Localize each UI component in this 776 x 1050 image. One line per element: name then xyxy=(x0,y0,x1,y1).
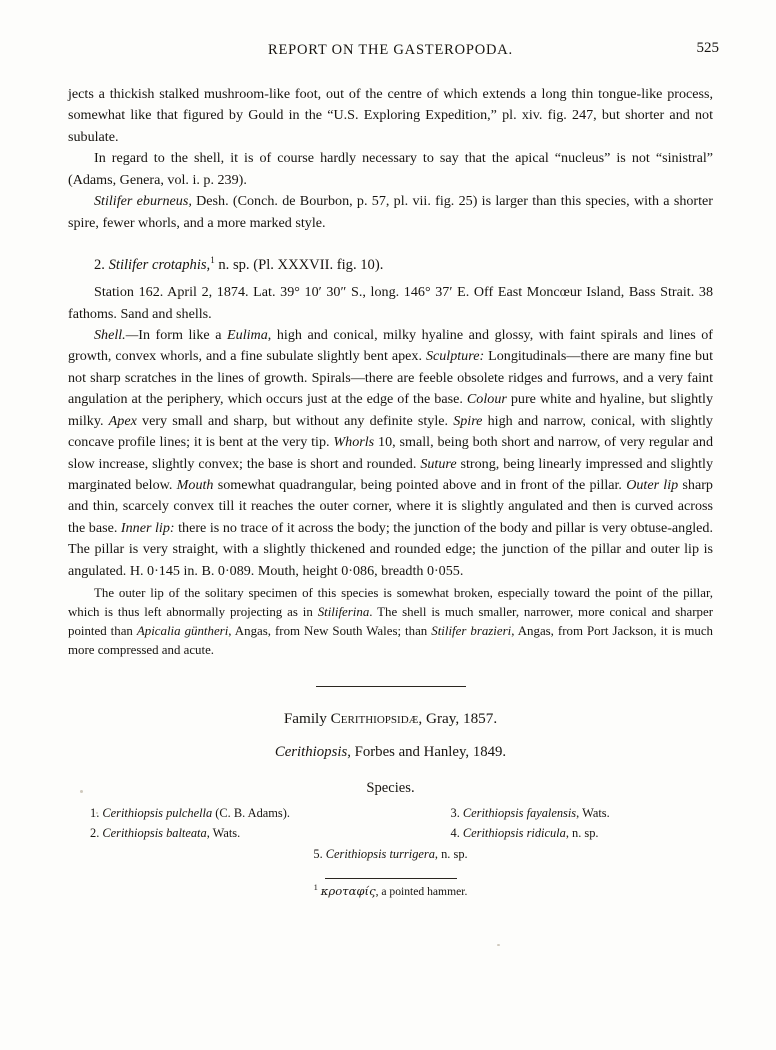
suture-text: strong, being linearly impressed and slightly marginated below. xyxy=(68,455,713,493)
family-word: Family xyxy=(283,710,331,728)
footnote-text: , a pointed hammer. xyxy=(375,885,468,899)
remarks-text-a: The outer lip of the solitary specimen of this species is somewhat broken, especially toward the point of the pillar, which is thus left abnormally projecting as in xyxy=(68,586,713,620)
species-item-name: Cerithiopsis balteata xyxy=(102,826,207,841)
inner-lip-label: Inner lip: xyxy=(120,519,175,536)
list-item xyxy=(90,803,391,823)
mouth-label: Mouth xyxy=(176,476,214,493)
page-number: 525 xyxy=(696,40,719,56)
remarks-text-c: , Angas, from New South Wales; than xyxy=(228,624,432,639)
species-list-column-left xyxy=(68,803,391,843)
paragraph-continued: jects a thickish stalked mushroom-like foot, out of the centre of which extends a long thin tongue-like process, somewhat like that figured by Gould in the “U.S. Exploring Expedition,” pl. xiv. fig. 247, but shorter and not subulate. xyxy=(68,86,713,145)
species-item-rest: , n. sp. xyxy=(434,847,468,862)
apex-label: Apex xyxy=(108,412,137,429)
whorls-text: 10, small, being both short and narrow, of very regular and slow increase, slightly convex; the base is short and rounded. xyxy=(68,434,713,472)
shell-label: Shell.— xyxy=(94,326,139,343)
species-heading-number: 2. xyxy=(94,256,109,273)
outer-lip-text: sharp and thin, scarcely convex till it reaches the outer corner, where it is slightly angulated and then is curved across the base. xyxy=(68,476,713,536)
page-content xyxy=(68,36,719,901)
species-item-number: 3. xyxy=(450,806,463,821)
remarks-text-d: , Angas, from Port Jackson, it is much more compressed and acute. xyxy=(68,624,713,658)
genus-rest: , Forbes and Hanley, 1849. xyxy=(347,743,507,760)
species-remark-text: Desh. (Conch. de Bourbon, p. 57, pl. vii. fig. 25) is larger than this species, with a shorter spire, fewer whorls, and a more marked style. xyxy=(68,193,713,231)
list-item xyxy=(451,823,714,843)
footnote-rule xyxy=(325,878,457,879)
section-divider-rule xyxy=(316,686,466,687)
species-item-number: 2. xyxy=(90,826,103,841)
outer-lip-label: Outer lip xyxy=(626,476,679,493)
species-list-label: Species. xyxy=(366,779,415,796)
family-heading xyxy=(68,707,713,730)
apicalia-guntheri-italic: Apicalia güntheri xyxy=(136,624,229,639)
footnote-marker: 1 xyxy=(313,882,318,893)
colour-label: Colour xyxy=(466,391,507,408)
mouth-text: somewhat quadrangular, being pointed above and in front of the pillar. xyxy=(213,476,627,493)
page-header xyxy=(68,36,719,70)
species-item-rest: (C. B. Adams). xyxy=(212,806,290,821)
colour-text: pure white and hyaline, but slightly milky. xyxy=(68,391,714,429)
whorls-label: Whorls xyxy=(333,434,375,451)
running-head: REPORT ON THE GASTEROPODA. xyxy=(268,42,513,58)
species-item-number: 1. xyxy=(90,806,103,821)
genus-name: Cerithiopsis xyxy=(274,743,348,760)
paper-speck xyxy=(497,944,500,946)
stilifer-brazieri-italic: Stilifer brazieri xyxy=(431,624,512,639)
family-name: Cerithiopsidæ xyxy=(330,710,419,728)
apex-text: very small and sharp, but without any definite style. xyxy=(136,412,454,429)
species-heading-name: Stilifer crotaphis, xyxy=(108,256,211,273)
list-item xyxy=(451,803,714,823)
stiliferina-italic: Stiliferina xyxy=(317,605,370,620)
footnote-reference: 1 xyxy=(210,255,215,266)
species-heading-suffix: n. sp. (Pl. XXXVII. fig. 10). xyxy=(214,256,384,273)
spire-label: Spire xyxy=(453,412,483,429)
sculpture-label: Sculpture: xyxy=(425,348,485,365)
list-item xyxy=(68,844,713,864)
species-item-name: Cerithiopsis fayalensis xyxy=(462,806,577,821)
paragraph-remarks xyxy=(68,584,713,660)
shell-text-a: In form like a xyxy=(138,326,228,343)
species-item-name: Cerithiopsis pulchella xyxy=(102,806,213,821)
paragraph-shell-description xyxy=(68,325,713,582)
paragraph-stilifer-eburneus xyxy=(68,191,713,234)
paragraph-station-record: Station 162. April 2, 1874. Lat. 39° 10′ 30″ S., long. 146° 37′ E. Off East Moncœur Island, Bass Strait. 38 fathoms. Sand and shells. xyxy=(68,284,713,322)
species-item-number: 4. xyxy=(450,826,463,841)
species-list xyxy=(68,803,713,864)
list-item xyxy=(90,823,391,843)
genus-heading xyxy=(68,741,713,763)
species-item-rest: , n. sp. xyxy=(565,826,599,841)
paragraph-shell-nucleus: In regard to the shell, it is of course hardly necessary to say that the apical “nucleus” is not “sinistral” (Adams, Genera, vol. i. p. 239). xyxy=(68,150,713,188)
species-list-column-right xyxy=(391,803,714,843)
species-item-rest: , Wats. xyxy=(576,806,610,821)
footnote-area xyxy=(68,878,713,901)
species-item-number: 5. xyxy=(313,847,326,862)
remarks-text-b: . The shell is much smaller, narrower, more conical and sharper pointed than xyxy=(68,605,714,639)
eulima-italic: Eulima xyxy=(227,326,268,343)
species-heading xyxy=(68,254,713,276)
footnote xyxy=(68,883,713,901)
species-item-name: Cerithiopsis turrigera xyxy=(325,847,435,862)
family-rest: , Gray, 1857. xyxy=(418,710,498,728)
inner-lip-text: there is no trace of it across the body; the junction of the body and pillar is very obtuse-angled. The pillar is very straight, with a slightly thickened and rounded edge; the junction of the pillar and outer lip is angulated. H. 0·145 in. B. 0·089. Mouth, height 0·086, breadth 0·055. xyxy=(68,519,714,579)
sculpture-text: Longitudinals—there are many fine but not sharp scratches in the lines of growth. Spirals—there are feeble obsolete ridges and furrows, and a very faint angulation at the periphery, which occurs just at the edge of the base. xyxy=(68,348,713,408)
shell-text-b: , high and conical, milky hyaline and glossy, with faint spirals and lines of growth, convex whorls, and a fine subulate slightly bent apex. xyxy=(68,326,713,365)
species-item-name: Cerithiopsis ridicula xyxy=(462,826,566,841)
footnote-greek-word: κροταφίς xyxy=(320,884,376,899)
spire-text: high and narrow, conical, with slightly concave profile lines; it is bent at the very tip. xyxy=(68,412,713,451)
suture-label: Suture xyxy=(420,455,457,472)
species-name-italic: Stilifer eburneus, xyxy=(94,193,192,210)
species-item-rest: , Wats. xyxy=(206,826,241,841)
